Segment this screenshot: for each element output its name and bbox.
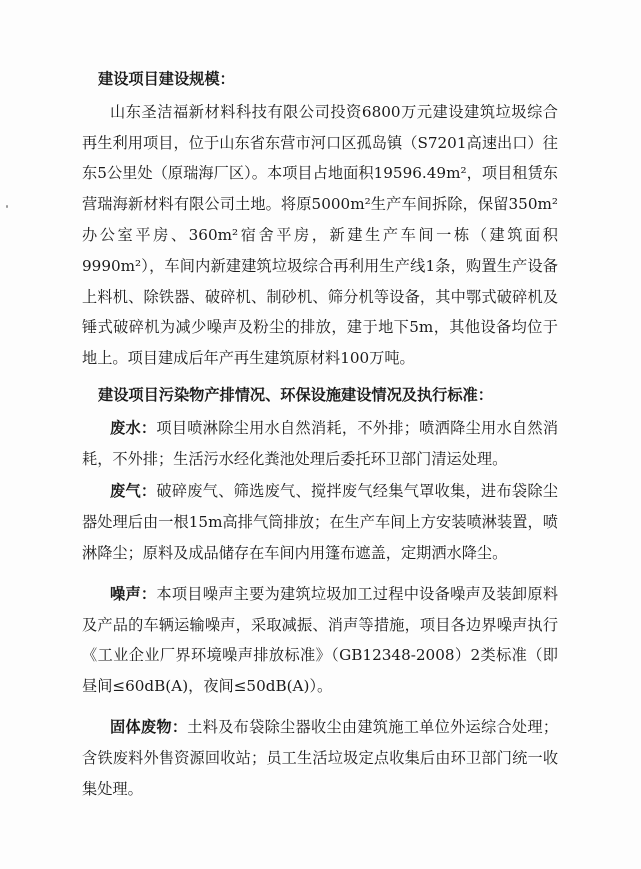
wastewater-paragraph (82, 413, 558, 475)
noise-paragraph (82, 579, 558, 702)
exhaust-paragraph (82, 476, 558, 568)
noise-text: 本项目噪声主要为建筑垃圾加工过程中设备噪声及装卸原料及产品的车辆运输噪声，采取减振、消声等措施，项目各边界噪声执行《工业企业厂界环境噪声排放标准》（GB12348-2008）2类标准（即昼间≤60dB(A)，夜间≤50dB(A)）。 (82, 584, 559, 696)
exhaust-text: 破碎废气、筛选废气、搅拌废气经集气罩收集，进布袋除尘器处理后由一根15m高排气筒排放；在生产车间上方安装喷淋装置，喷淋降尘；原料及成品储存在车间内用篷布遮盖，定期洒水降尘。 (82, 482, 559, 562)
wastewater-label: 废水： (110, 418, 157, 437)
scale-paragraph: 山东圣洁福新材料科技有限公司投资6800万元建设建筑垃圾综合再生利用项目，位于山东省东营市河口区孤岛镇（S7201高速出口）往东5公里处（原瑞海厂区）。本项目占地面积19596.49m²，项目租赁东营瑞海新材料有限公司土地。将原5000m²生产车间拆除，保留350m²办公室平房、360m²宿舍平房，新建生产车间一栋（建筑面积9990m²），车间内新建建筑垃圾综合再利用生产线1条，购置生产设备上料机、除铁器、破碎机、制砂机、筛分机等设备，其中鄂式破碎机及锤式破碎机为减少噪声及粉尘的排放，建于地下5m，其他设备均位于地上。项目建成后年产再生建筑原材料100万吨。 (82, 102, 558, 368)
wastewater-text: 项目喷淋除尘用水自然消耗，不外排；喷洒降尘用水自然消耗，不外排；生活污水经化粪池处理后委托环卫部门清运处理。 (82, 418, 559, 468)
solid-waste-paragraph (82, 712, 558, 804)
exhaust-label: 废气： (110, 482, 157, 501)
document-body (82, 64, 558, 804)
scan-speck (6, 205, 8, 208)
noise-label: 噪声： (110, 584, 157, 603)
pollution-heading: 建设项目污染物产排情况、环保设施建设情况及执行标准： (98, 385, 493, 404)
scale-heading: 建设项目建设规模： (98, 70, 235, 88)
solid-waste-text: 土料及布袋除尘器收尘由建筑施工单位外运综合处理；含铁废料外售资源回收站；员工生活垃圾定点收集后由环卫部门统一收集处理。 (82, 717, 559, 798)
solid-waste-label: 固体废物： (110, 717, 188, 736)
